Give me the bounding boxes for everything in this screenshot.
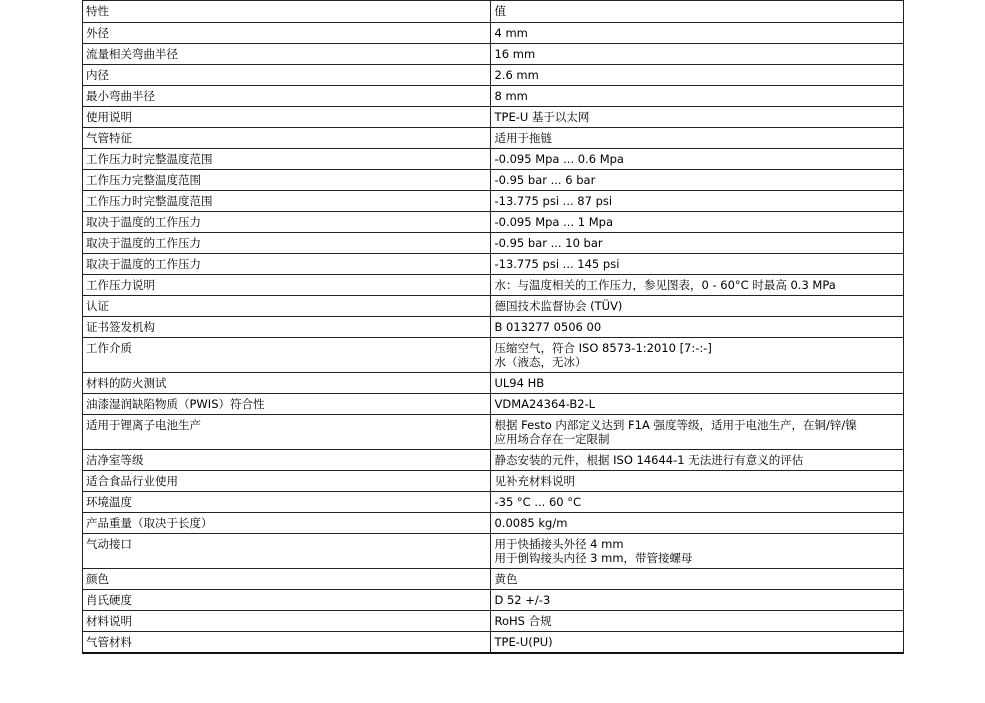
value-cell: VDMA24364-B2-L <box>491 394 904 415</box>
property-cell: 颜色 <box>83 569 491 590</box>
table-row <box>83 44 904 65</box>
value-cell: 8 mm <box>491 86 904 107</box>
value-cell: 静态安装的元件，根据 ISO 14644-1 无法进行有意义的评估 <box>491 450 904 471</box>
property-cell: 气管材料 <box>83 632 491 654</box>
value-cell: -0.095 Mpa ... 1 Mpa <box>491 212 904 233</box>
table-row <box>83 86 904 107</box>
table-row <box>83 534 904 569</box>
value-cell: 见补充材料说明 <box>491 471 904 492</box>
property-cell: 工作压力说明 <box>83 275 491 296</box>
table-row <box>83 471 904 492</box>
property-cell: 最小弯曲半径 <box>83 86 491 107</box>
property-cell: 洁净室等级 <box>83 450 491 471</box>
property-cell: 认证 <box>83 296 491 317</box>
table-row <box>83 569 904 590</box>
value-cell: -35 °C ... 60 °C <box>491 492 904 513</box>
value-cell: 0.0085 kg/m <box>491 513 904 534</box>
table-body <box>83 23 904 654</box>
table-row <box>83 170 904 191</box>
table-row <box>83 394 904 415</box>
value-cell: TPE-U 基于以太网 <box>491 107 904 128</box>
table-row <box>83 590 904 611</box>
property-cell: 气动接口 <box>83 534 491 569</box>
spec-table <box>82 0 904 654</box>
table-row <box>83 254 904 275</box>
property-cell: 产品重量（取决于长度） <box>83 513 491 534</box>
value-cell: -0.095 Mpa ... 0.6 Mpa <box>491 149 904 170</box>
value-cell: RoHS 合规 <box>491 611 904 632</box>
property-cell: 外径 <box>83 23 491 44</box>
value-cell: D 52 +/-3 <box>491 590 904 611</box>
value-cell: 德国技术监督协会 (TÜV) <box>491 296 904 317</box>
property-cell: 材料说明 <box>83 611 491 632</box>
value-cell: 压缩空气，符合 ISO 8573-1:2010 [7:-:-] 水（液态，无冰） <box>491 338 904 373</box>
property-cell: 证书签发机构 <box>83 317 491 338</box>
table-row <box>83 296 904 317</box>
value-cell: UL94 HB <box>491 373 904 394</box>
property-cell: 内径 <box>83 65 491 86</box>
value-cell: -13.775 psi ... 145 psi <box>491 254 904 275</box>
property-cell: 流量相关弯曲半径 <box>83 44 491 65</box>
value-cell: -0.95 bar ... 10 bar <box>491 233 904 254</box>
property-cell: 适合食品行业使用 <box>83 471 491 492</box>
table-row <box>83 212 904 233</box>
table-row <box>83 23 904 44</box>
table-row <box>83 107 904 128</box>
table-row <box>83 450 904 471</box>
table-row <box>83 632 904 654</box>
value-cell: 16 mm <box>491 44 904 65</box>
property-cell: 气管特征 <box>83 128 491 149</box>
property-cell: 适用于锂离子电池生产 <box>83 415 491 450</box>
table-row <box>83 373 904 394</box>
table-row <box>83 191 904 212</box>
table-row <box>83 149 904 170</box>
property-cell: 肖氏硬度 <box>83 590 491 611</box>
header-property: 特性 <box>83 1 491 23</box>
property-cell: 油漆湿润缺陷物质（PWIS）符合性 <box>83 394 491 415</box>
value-cell: 水：与温度相关的工作压力，参见图表，0 - 60°C 时最高 0.3 MPa <box>491 275 904 296</box>
table-row <box>83 128 904 149</box>
value-cell: -0.95 bar ... 6 bar <box>491 170 904 191</box>
table-row <box>83 317 904 338</box>
value-cell: -13.775 psi ... 87 psi <box>491 191 904 212</box>
value-cell: B 013277 0506 00 <box>491 317 904 338</box>
value-cell: 4 mm <box>491 23 904 44</box>
property-cell: 工作压力完整温度范围 <box>83 170 491 191</box>
property-cell: 环境温度 <box>83 492 491 513</box>
table-row <box>83 611 904 632</box>
value-cell: 适用于拖链 <box>491 128 904 149</box>
property-cell: 取决于温度的工作压力 <box>83 254 491 275</box>
property-cell: 使用说明 <box>83 107 491 128</box>
table-row <box>83 65 904 86</box>
table-row <box>83 415 904 450</box>
property-cell: 取决于温度的工作压力 <box>83 212 491 233</box>
table-header-row <box>83 1 904 23</box>
table-row <box>83 513 904 534</box>
property-cell: 材料的防火测试 <box>83 373 491 394</box>
value-cell: 根据 Festo 内部定义达到 F1A 强度等级，适用于电池生产，在铜/锌/镍 应用场合存在一定限制 <box>491 415 904 450</box>
property-cell: 工作介质 <box>83 338 491 373</box>
property-cell: 工作压力时完整温度范围 <box>83 149 491 170</box>
value-cell: 黄色 <box>491 569 904 590</box>
property-cell: 取决于温度的工作压力 <box>83 233 491 254</box>
table-row <box>83 492 904 513</box>
value-cell: 用于快插接头外径 4 mm 用于倒钩接头内径 3 mm，带管接螺母 <box>491 534 904 569</box>
header-value: 值 <box>491 1 904 23</box>
value-cell: 2.6 mm <box>491 65 904 86</box>
table-row <box>83 275 904 296</box>
table-row <box>83 338 904 373</box>
table-row <box>83 233 904 254</box>
value-cell: TPE-U(PU) <box>491 632 904 654</box>
property-cell: 工作压力时完整温度范围 <box>83 191 491 212</box>
